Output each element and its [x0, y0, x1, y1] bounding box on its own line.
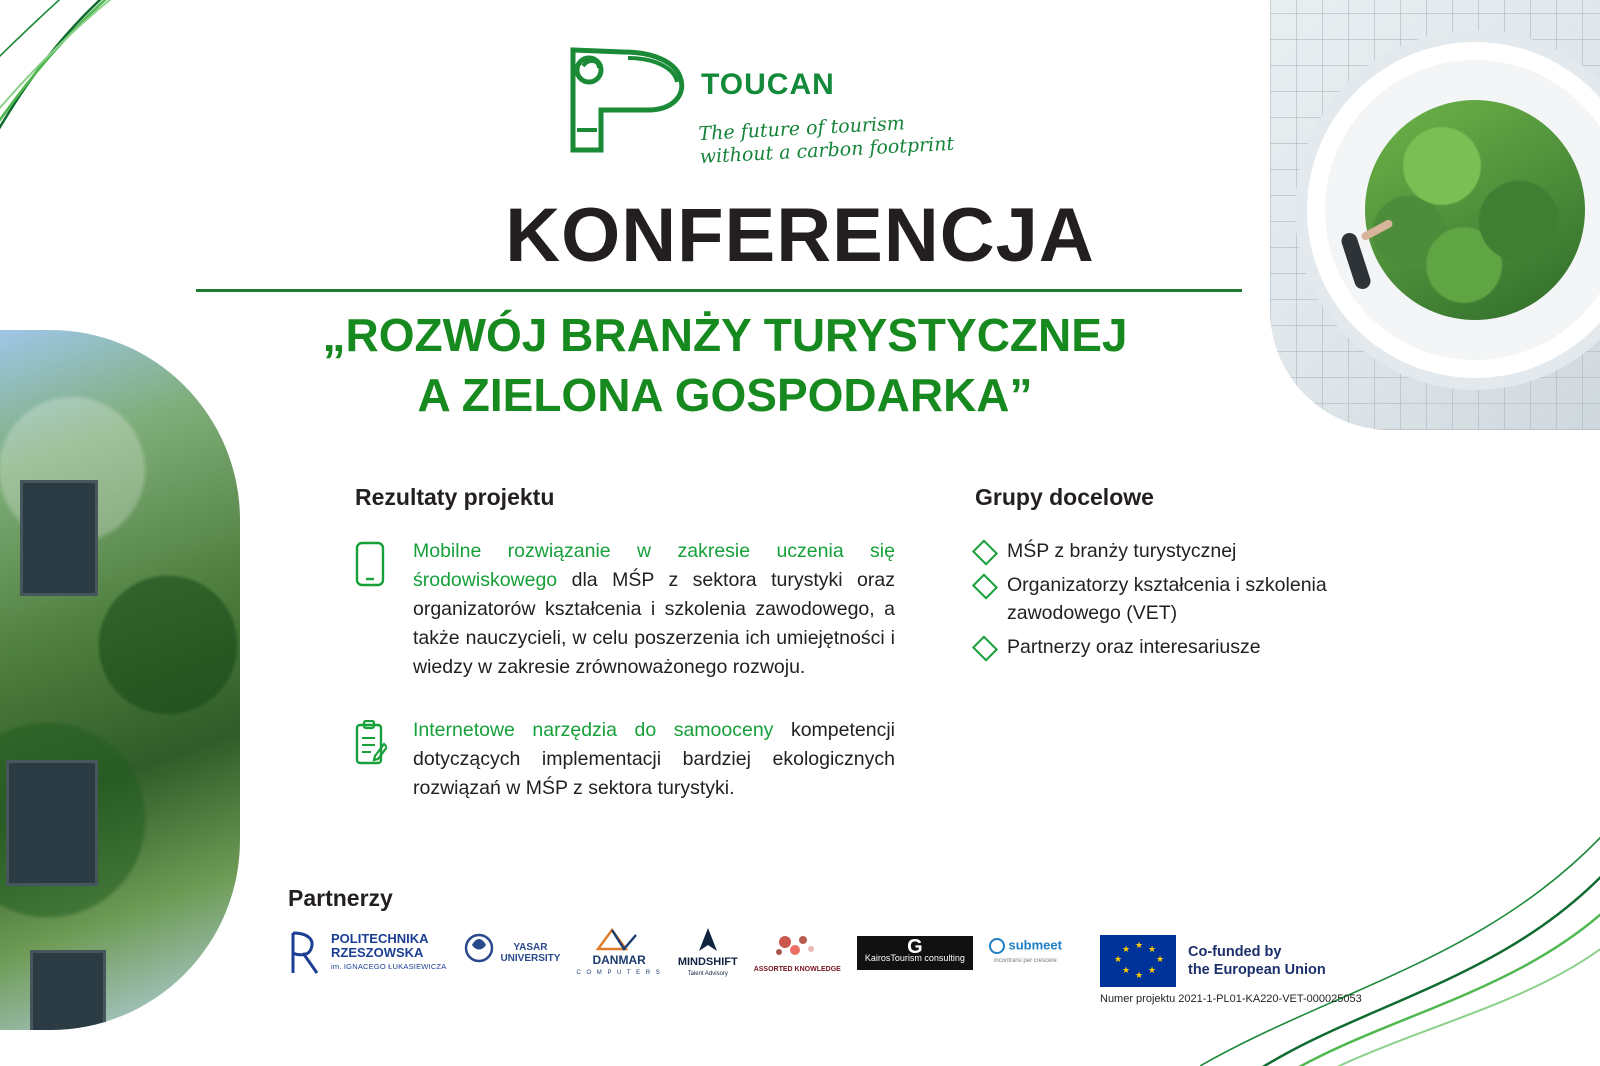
diamond-bullet-icon — [972, 635, 998, 661]
partner-name-sub: Talent Advisory — [687, 970, 728, 977]
eu-funding-badge — [1100, 935, 1326, 987]
result-item — [355, 716, 895, 803]
partner-logo-yasar-university — [462, 925, 560, 981]
target-groups-list — [975, 537, 1335, 661]
partner-name-sub: C O M P U T E R S — [576, 969, 662, 976]
decorative-swoosh-bottom-right — [1200, 706, 1600, 1066]
partner-logo-submeet — [989, 925, 1062, 981]
partner-logo-assorted-knowledge — [754, 925, 841, 981]
mobile-phone-icon — [355, 537, 391, 682]
result-item-highlight: Mobilne rozwiązanie w zakresie uczenia się środowiskowego — [413, 540, 895, 591]
partner-name-line1: POLITECHNIKA — [331, 931, 429, 946]
project-number: Numer projektu 2021-1-PL01-KA220-VET-000025053 — [1100, 993, 1362, 1005]
toucan-bird-icon — [553, 40, 693, 160]
partner-name-line1: YASAR — [513, 942, 548, 953]
eu-funding-text — [1188, 943, 1326, 979]
toucan-logo — [553, 40, 953, 170]
target-groups-heading: Grupy docelowe — [975, 484, 1154, 510]
page-title: KONFERENCJA — [505, 193, 1095, 278]
results-heading: Rezultaty projektu — [355, 484, 555, 510]
partner-name-sub: incontrarsi per crescere — [994, 958, 1057, 964]
partner-name-sub: consulting — [924, 953, 965, 963]
partner-name-line2: RZESZOWSKA — [331, 945, 424, 960]
title-divider — [196, 289, 1242, 292]
partner-name-line1: ASSORTED KNOWLEDGE — [753, 966, 841, 973]
politechnika-crest-icon — [285, 929, 325, 977]
diamond-bullet-icon — [972, 539, 998, 565]
partner-name-line1: MINDSHIFT — [677, 955, 738, 968]
target-groups-section — [975, 484, 1335, 667]
logo-tagline: The future of tourism without a carbon footprint — [697, 112, 955, 169]
yasar-emblem-icon — [462, 933, 496, 973]
photo-green-building — [0, 330, 240, 1030]
result-item-rest: kompetencji dotyczących implementacji bardziej ekologicznych rozwiązań w MŚP z sektora turystyki. — [413, 719, 895, 799]
list-item — [975, 571, 1335, 627]
partner-name-line1: submeet — [1008, 937, 1062, 953]
partner-name-line2: UNIVERSITY — [500, 953, 561, 964]
eu-funding-line2: the European Union — [1188, 962, 1326, 978]
logo-brand-text: TOUCAN — [701, 68, 835, 101]
result-item-text — [413, 716, 895, 803]
eu-funding-line1: Co-funded by — [1188, 944, 1282, 960]
partner-name-line1: DANMAR — [592, 952, 646, 967]
result-item-text — [413, 537, 895, 682]
partner-name-line2: KairosTourism — [864, 953, 922, 963]
results-section — [355, 484, 895, 837]
submeet-swirl-icon — [989, 938, 1005, 954]
partner-logo-politechnika-rzeszowska — [285, 925, 446, 981]
list-item — [975, 633, 1335, 661]
eu-flag-icon: ★ ★ ★ ★ ★ ★ ★ ★ — [1100, 935, 1176, 987]
list-item — [975, 537, 1335, 565]
partner-name-sub: im. IGNACEGO ŁUKASIEWICZA — [331, 962, 447, 971]
result-item-rest: dla MŚP z sektora turystyki oraz organizatorów kształcenia i szkolenia zawodowego, a także nauczycieli, w celu poszerzenia ich umiejętności i wiedzy w zakresie zrównoważonego rozwoju. — [413, 569, 895, 678]
partner-name-line1: G — [907, 936, 923, 958]
page-subtitle — [180, 305, 1270, 425]
mindshift-arrow-icon — [693, 927, 723, 953]
subtitle-line-1: „ROZWÓJ BRANŻY TURYSTYCZNEJ — [322, 309, 1128, 361]
partner-logo-mindshift — [678, 925, 738, 981]
danmar-mountain-icon — [590, 927, 648, 951]
partners-logos — [285, 925, 1062, 981]
list-item-label: MŚP z branży turystycznej — [1007, 540, 1237, 562]
partner-logo-kairos-tourism-consulting — [857, 925, 973, 981]
diamond-bullet-icon — [972, 573, 998, 599]
subtitle-line-2: A ZIELONA GOSPODARKA” — [417, 369, 1033, 421]
partner-logo-danmar-computers — [576, 925, 661, 981]
assorted-knowledge-dots-icon — [773, 932, 821, 962]
list-item-label: Partnerzy oraz interesariusze — [1007, 636, 1261, 658]
result-item — [355, 537, 895, 682]
result-item-highlight: Internetowe narzędzia do samooceny — [413, 719, 774, 741]
clipboard-pencil-icon — [355, 716, 391, 803]
list-item-label: Organizatorzy kształcenia i szkolenia zawodowego (VET) — [1007, 574, 1327, 624]
partners-heading: Partnerzy — [288, 885, 393, 911]
